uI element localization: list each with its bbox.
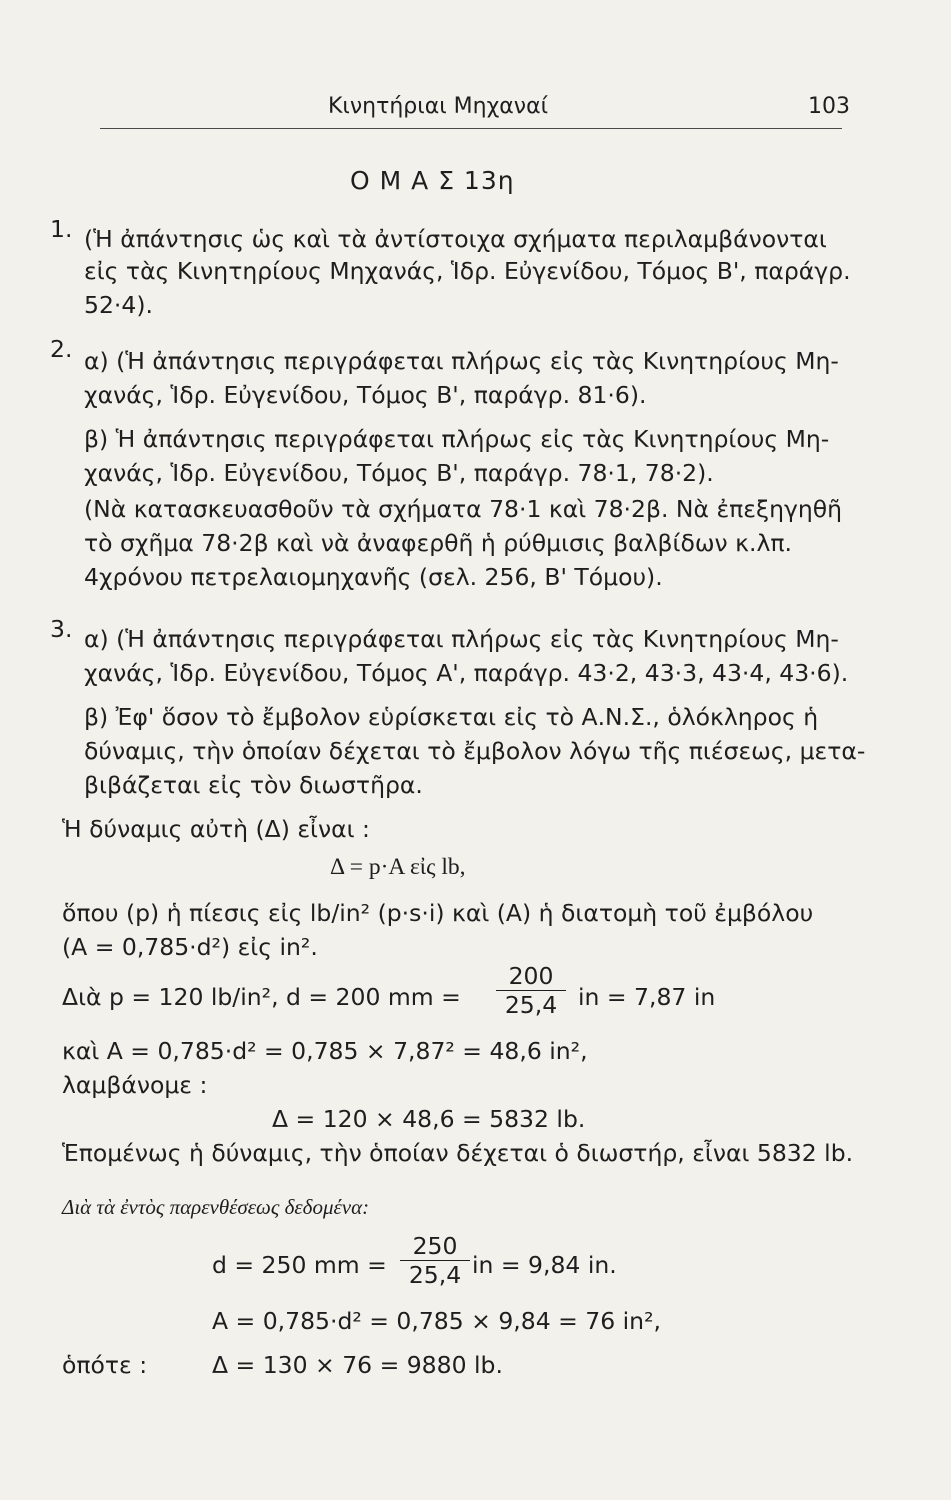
item-number: 1. <box>50 215 73 243</box>
text-line: ὁπότε : <box>62 1351 148 1379</box>
header-rule <box>100 128 842 129</box>
formula-force-calc: Δ = 120 × 48,6 = 5832 lb. <box>272 1105 586 1133</box>
fraction-numerator: 250 <box>400 1232 470 1261</box>
alt-data-heading: Διὰ τὰ ἐντὸς παρενθέσεως δεδομένα: <box>62 1195 370 1219</box>
text-line: β) Ἐφ' ὅσον τὸ ἔμβολον εὑρίσκεται εἰς τὸ Α.Ν.Σ., ὁλόκληρος ἡ <box>84 703 819 731</box>
text-line: β) Ἡ ἀπάντησις περιγράφεται πλήρως εἰς τὰς Κινητηρίους Μη- <box>84 425 830 453</box>
text-line: α) (Ἡ ἀπάντησις περιγράφεται πλήρως εἰς τὰς Κινητηρίους Μη- <box>84 347 839 375</box>
text-line: λαμβάνομε : <box>62 1071 208 1099</box>
text-line: 52·4). <box>84 291 153 319</box>
text-line: Ἡ δύναμις αὐτὴ (Δ) εἶναι : <box>62 815 370 843</box>
formula-result-d: in = 7,87 in <box>578 983 716 1011</box>
text-line: (Νὰ κατασκευασθοῦν τὰ σχήματα 78·1 καὶ 78·2β. Νὰ ἐπεξηγηθῆ <box>84 495 843 523</box>
fraction-200-over-25-4 <box>496 962 566 1019</box>
fraction-denominator: 25,4 <box>504 991 558 1019</box>
formula-area: (A = 0,785·d²) εἰς in². <box>62 933 318 961</box>
text-line: τὸ σχῆμα 78·2β καὶ νὰ ἀναφερθῆ ἡ ρύθμισις βαλβίδων κ.λπ. <box>84 529 792 557</box>
group-title: Ο Μ Α Σ 13η <box>350 166 515 195</box>
text-line: δύναμις, τὴν ὁποίαν δέχεται τὸ ἔμβολον λόγω τῆς πιέσεως, μετα- <box>84 737 866 765</box>
fraction-denominator: 25,4 <box>408 1261 462 1289</box>
text-line: βιβάζεται εἰς τὸν διωστῆρα. <box>84 771 423 799</box>
formula-area-calc: καὶ A = 0,785·d² = 0,785 × 7,87² = 48,6 in², <box>62 1037 588 1065</box>
formula-area-calc-alt: A = 0,785·d² = 0,785 × 9,84 = 76 in², <box>212 1307 661 1335</box>
fraction-250-over-25-4 <box>400 1232 470 1289</box>
text-line: χανάς, Ἱδρ. Εὐγενίδου, Τόμος Β', παράγρ. 81·6). <box>84 381 647 409</box>
formula-definition: ὅπου (p) ἡ πίεσις εἰς lb/in² (p·s·i) καὶ (A) ἡ διατομὴ τοῦ ἐμβόλου <box>62 899 814 927</box>
formula-result-d-alt: in = 9,84 in. <box>472 1251 617 1279</box>
text-line: εἰς τὰς Κινητηρίους Μηχανάς, Ἱδρ. Εὐγενίδου, Τόμος Β', παράγρ. <box>84 257 851 285</box>
item-number: 2. <box>50 335 73 363</box>
text-line: χανάς, Ἱδρ. Εὐγενίδου, Τόμος Α', παράγρ. 43·2, 43·3, 43·4, 43·6). <box>84 659 849 687</box>
page-number: 103 <box>808 94 850 119</box>
formula-given-alt: d = 250 mm = <box>212 1251 387 1279</box>
formula-force-calc-alt: Δ = 130 × 76 = 9880 lb. <box>212 1351 503 1379</box>
text-line: 4χρόνου πετρελαιομηχανῆς (σελ. 256, Β' Τόμου). <box>84 563 663 591</box>
fraction-numerator: 200 <box>496 962 566 991</box>
text-line: χανάς, Ἱδρ. Εὐγενίδου, Τόμος Β', παράγρ. 78·1, 78·2). <box>84 459 714 487</box>
formula-force: Δ = p·A εἰς lb, <box>330 854 466 880</box>
running-head: Κινητήριαι Μηχαναί <box>328 94 549 119</box>
item-number: 3. <box>50 615 73 643</box>
text-line: (Ἡ ἀπάντησις ὡς καὶ τὰ ἀντίστοιχα σχήματα περιλαμβάνονται <box>84 225 827 253</box>
formula-given: Διὰ p = 120 lb/in², d = 200 mm = <box>62 983 461 1011</box>
text-line: α) (Ἡ ἀπάντησις περιγράφεται πλήρως εἰς τὰς Κινητηρίους Μη- <box>84 625 839 653</box>
result-line: Ἑπομένως ἡ δύναμις, τὴν ὁποίαν δέχεται ὁ διωστήρ, εἶναι 5832 lb. <box>62 1139 854 1167</box>
